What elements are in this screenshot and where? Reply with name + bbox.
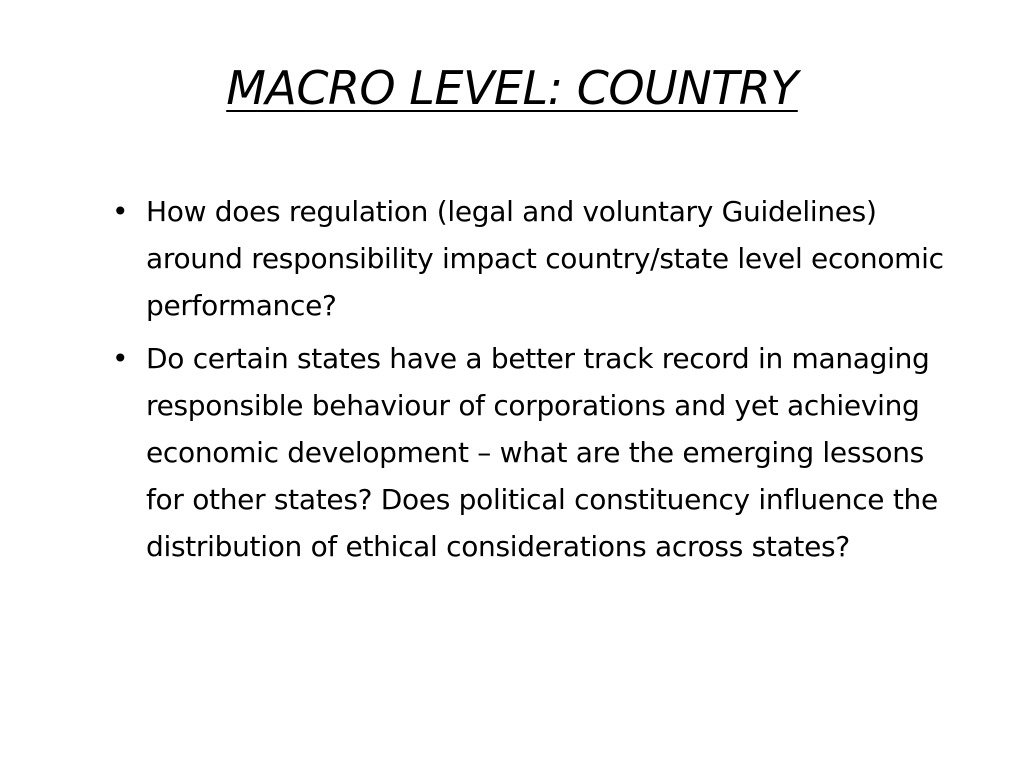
slide-title: MACRO LEVEL: COUNTRY xyxy=(226,61,798,115)
bullet-text: Do certain states have a better track record in managing responsible behaviour of corporations and yet achieving economic development – what are the emerging lessons for other states? Does political constituency influence the distribution of ethical considerations across states? xyxy=(146,342,938,563)
bullet-item xyxy=(110,335,970,570)
bullet-item xyxy=(110,188,970,329)
bullet-list xyxy=(110,188,970,576)
bullet-icon: • xyxy=(112,342,129,375)
bullet-icon: • xyxy=(112,195,129,228)
bullet-text: How does regulation (legal and voluntary Guidelines) around responsibility impact country/state level economic performance? xyxy=(146,195,944,322)
